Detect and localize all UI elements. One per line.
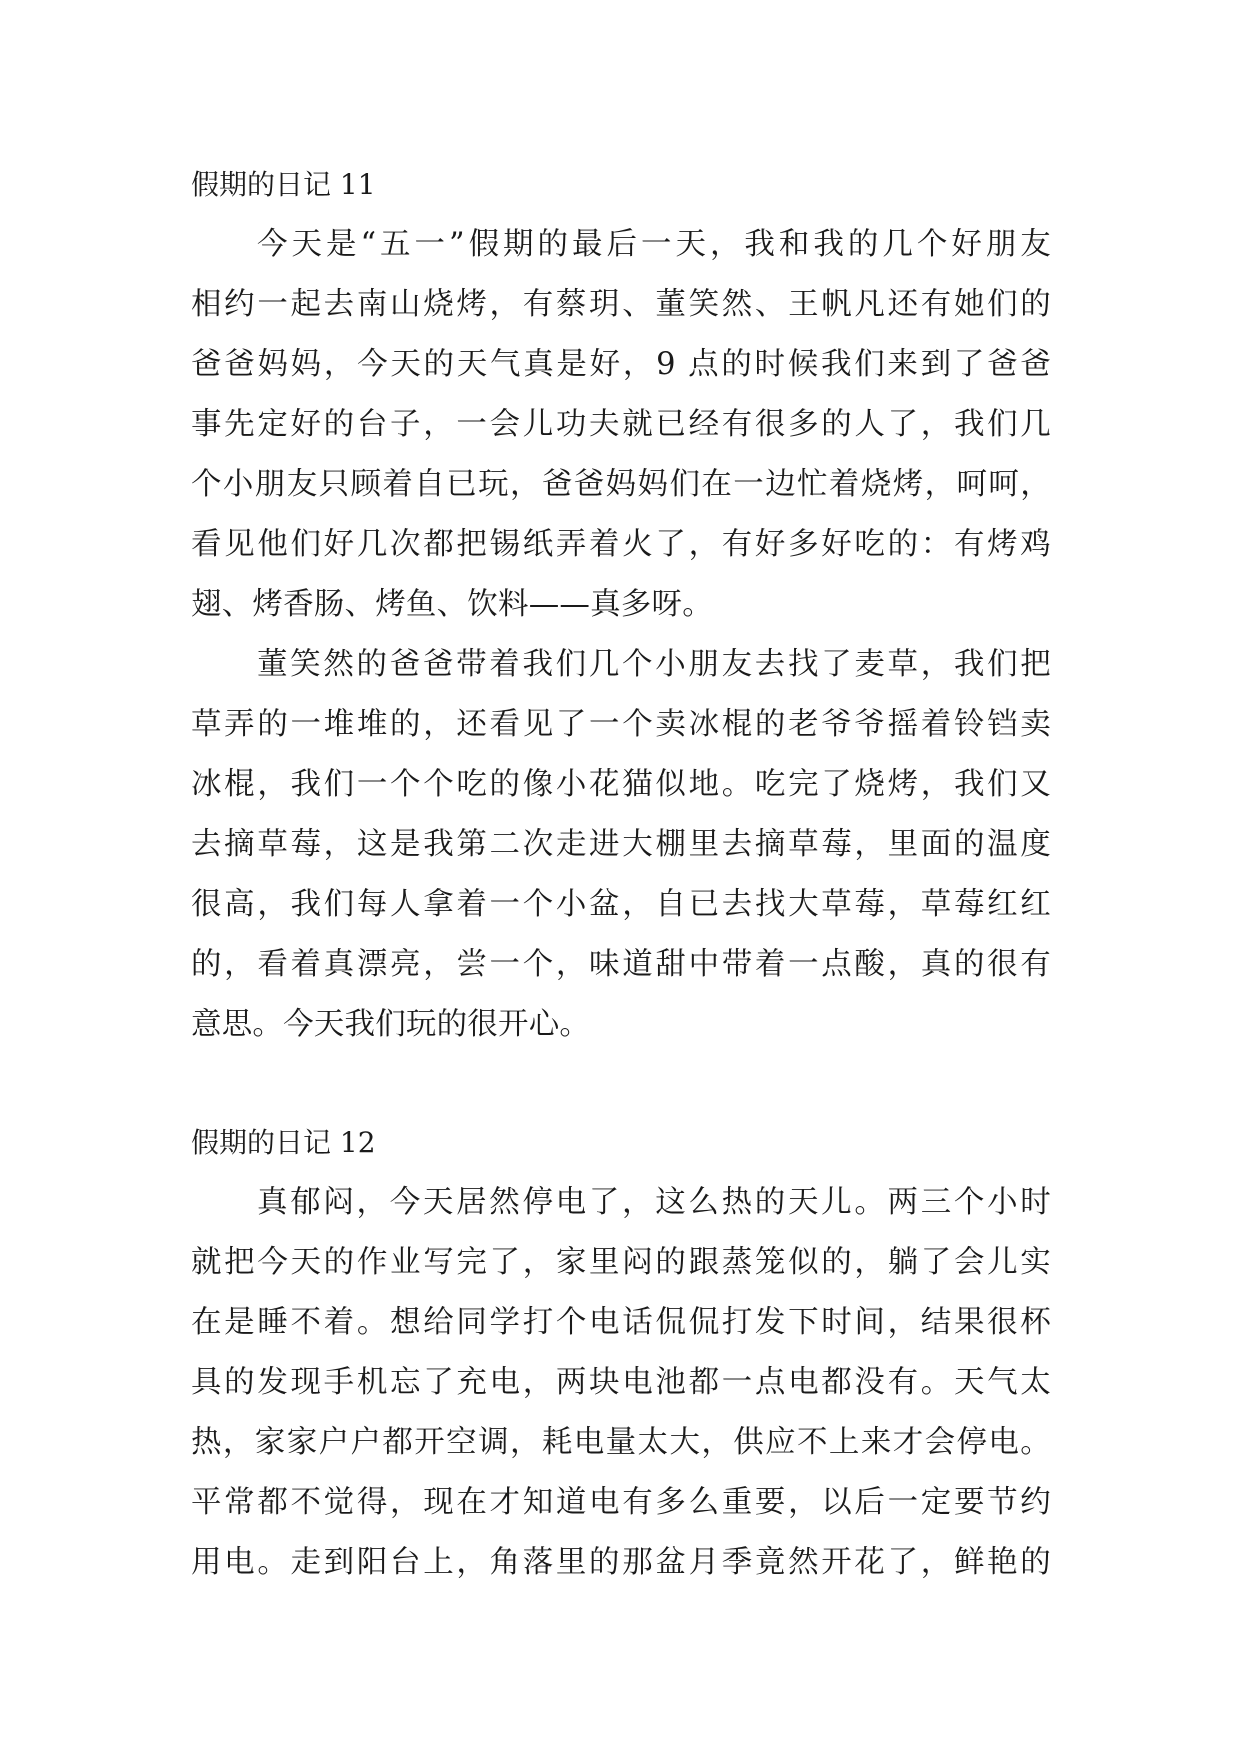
paragraph-line: 翅、烤香肠、烤鱼、饮料——真多呀。 bbox=[191, 587, 713, 622]
entry-title: 假期的日记 11 bbox=[191, 168, 376, 201]
paragraph-line: 相约一起去南山烧烤，有蔡玥、董笑然、王帆凡还有她们的 bbox=[191, 287, 1051, 322]
paragraph-line: 意思。今天我们玩的很开心。 bbox=[191, 1007, 591, 1042]
paragraph-line: 就把今天的作业写完了，家里闷的跟蒸笼似的，躺了会儿实 bbox=[191, 1245, 1051, 1280]
paragraph-line: 爸爸妈妈，今天的天气真是好，9 点的时候我们来到了爸爸 bbox=[191, 347, 1051, 382]
paragraph-line: 董笑然的爸爸带着我们几个小朋友去找了麦草，我们把 bbox=[257, 647, 1051, 682]
paragraph-line: 今天是“五一”假期的最后一天，我和我的几个好朋友 bbox=[257, 227, 1051, 262]
paragraph-line: 具的发现手机忘了充电，两块电池都一点电都没有。天气太 bbox=[191, 1365, 1051, 1400]
paragraph-line: 用电。走到阳台上，角落里的那盆月季竟然开花了，鲜艳的 bbox=[191, 1545, 1051, 1580]
paragraph-line: 平常都不觉得，现在才知道电有多么重要，以后一定要节约 bbox=[191, 1485, 1051, 1520]
diary-entry-11 bbox=[191, 155, 1051, 1055]
paragraph-line: 冰棍，我们一个个吃的像小花猫似地。吃完了烧烤，我们又 bbox=[191, 767, 1051, 802]
document-page bbox=[191, 155, 1051, 1593]
paragraph-line: 真郁闷，今天居然停电了，这么热的天儿。两三个小时 bbox=[257, 1185, 1051, 1220]
paragraph-line: 热，家家户户都开空调，耗电量太大，供应不上来才会停电。 bbox=[191, 1425, 1051, 1460]
paragraph-line: 个小朋友只顾着自已玩，爸爸妈妈们在一边忙着烧烤，呵呵， bbox=[191, 467, 1051, 502]
paragraph-line: 事先定好的台子，一会儿功夫就已经有很多的人了，我们几 bbox=[191, 407, 1051, 442]
entry-spacer bbox=[191, 1055, 1051, 1113]
paragraph-line: 去摘草莓，这是我第二次走进大棚里去摘草莓，里面的温度 bbox=[191, 827, 1051, 862]
paragraph-line: 很高，我们每人拿着一个小盆，自已去找大草莓，草莓红红 bbox=[191, 887, 1051, 922]
entry-title: 假期的日记 12 bbox=[191, 1126, 376, 1159]
diary-entry-12 bbox=[191, 1113, 1051, 1593]
paragraph-line: 在是睡不着。想给同学打个电话侃侃打发下时间，结果很杯 bbox=[191, 1305, 1051, 1340]
paragraph-line: 看见他们好几次都把锡纸弄着火了，有好多好吃的：有烤鸡 bbox=[191, 527, 1051, 562]
paragraph-line: 的，看着真漂亮，尝一个，味道甜中带着一点酸，真的很有 bbox=[191, 947, 1051, 982]
paragraph-line: 草弄的一堆堆的，还看见了一个卖冰棍的老爷爷摇着铃铛卖 bbox=[191, 707, 1051, 742]
